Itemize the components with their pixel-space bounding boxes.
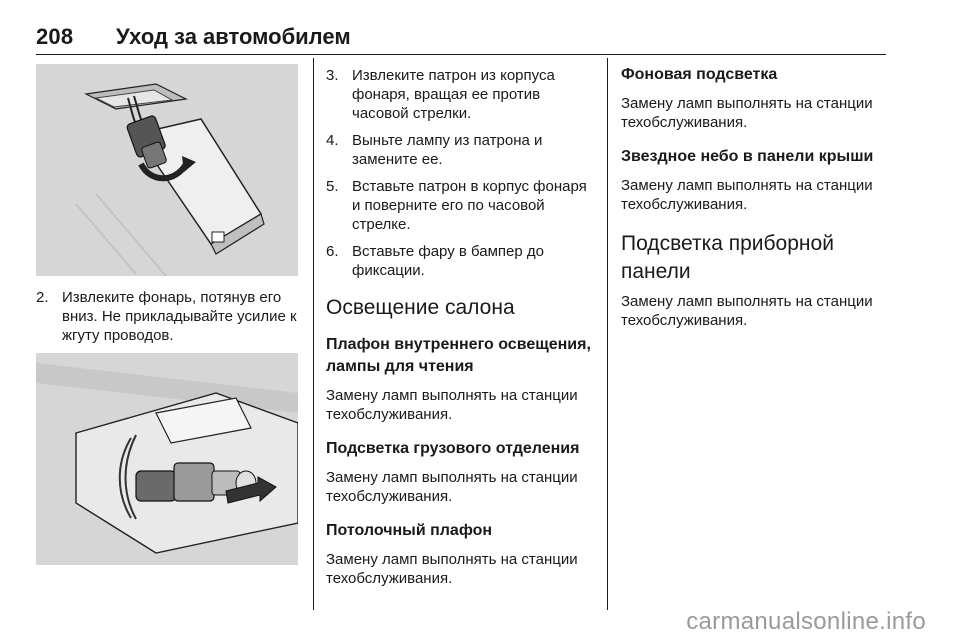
step-number: 2. <box>36 289 49 306</box>
subheading-dome-light: Плафон внутреннего освещения, лампы для чтения <box>326 336 591 375</box>
paragraph-cargo-light: Замену ламп выполнять на станции техобслуживания. <box>326 469 578 505</box>
subheading-cargo-light: Подсветка грузового отделения <box>326 440 580 457</box>
paragraph-ambient-light: Замену ламп выполнять на станции техобслуживания. <box>621 95 873 131</box>
page-title: Уход за автомобилем <box>116 24 351 49</box>
page-number: 208 <box>36 24 74 49</box>
lamp-housing-illustration <box>36 64 298 276</box>
lamp-socket-illustration <box>36 353 298 565</box>
step-text: Вставьте патрон в корпус фонаря и поверните его по часовой стрелке. <box>352 178 587 233</box>
figure-lamp-removal <box>36 64 298 276</box>
step-number: 6. <box>326 243 339 260</box>
column-divider-1 <box>313 58 314 610</box>
right-column <box>621 64 885 330</box>
step-text: Извлеките патрон из корпуса фонаря, вращая ее против часовой стрелки. <box>352 67 555 122</box>
steps-list-col1 <box>36 288 298 345</box>
left-column <box>36 64 298 565</box>
section-heading-instrument-panel: Подсветка приборной панели <box>621 232 834 283</box>
paragraph-dome-light: Замену ламп выполнять на станции техобслуживания. <box>326 387 578 423</box>
middle-column <box>326 64 596 588</box>
step-number: 5. <box>326 178 339 195</box>
subheading-starry-sky: Звездное небо в панели крыши <box>621 148 874 165</box>
list-item <box>326 131 596 169</box>
paragraph-ceiling-light: Замену ламп выполнять на станции техобслуживания. <box>326 551 578 587</box>
step-number: 3. <box>326 67 339 84</box>
steps-list-col2 <box>326 66 596 280</box>
header-rule <box>36 54 886 55</box>
paragraph-starry-sky: Замену ламп выполнять на станции техобслуживания. <box>621 177 873 213</box>
column-divider-2 <box>607 58 608 610</box>
figure-socket-removal <box>36 353 298 565</box>
paragraph-instrument-panel: Замену ламп выполнять на станции техобслуживания. <box>621 293 873 329</box>
subheading-ceiling-light: Потолочный плафон <box>326 522 493 539</box>
list-item <box>326 242 596 280</box>
watermark: carmanualsonline.info <box>686 608 926 635</box>
step-text: Выньте лампу из патрона и замените ее. <box>352 132 543 168</box>
step-text: Извлеките фонарь, потянув его вниз. Не прикладывайте усилие к жгуту проводов. <box>62 289 297 344</box>
section-heading-interior-lighting: Освещение салона <box>326 296 515 319</box>
step-number: 4. <box>326 132 339 149</box>
subheading-ambient-light: Фоновая подсветка <box>621 66 778 83</box>
list-item <box>326 66 596 123</box>
step-text: Вставьте фару в бампер до фиксации. <box>352 243 545 279</box>
list-item <box>36 288 298 345</box>
list-item <box>326 177 596 234</box>
